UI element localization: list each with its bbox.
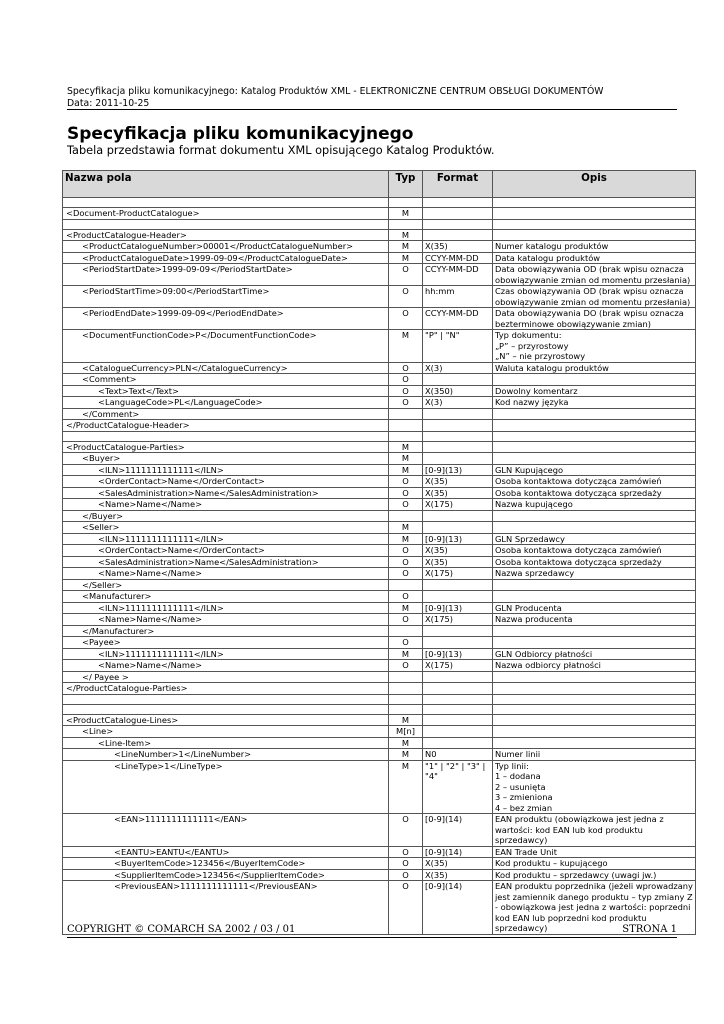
cell-typ: M: [389, 252, 423, 264]
cell-format: [423, 208, 493, 220]
table-row: [63, 625, 696, 637]
cell-typ: [389, 579, 423, 591]
cell-typ: M: [389, 648, 423, 660]
cell-opis: [493, 683, 696, 695]
cell-opis: [493, 441, 696, 453]
cell-opis: Typ dokumentu: „P” – przyrostowy „N” – nie przyrostowy: [493, 330, 696, 363]
cell-opis: [493, 208, 696, 220]
cell-field-name: <Buyer>: [63, 453, 389, 465]
table-row: [63, 510, 696, 522]
cell-typ: M: [389, 208, 423, 220]
table-row: [63, 749, 696, 761]
cell-typ: [389, 704, 423, 714]
cell-format: [423, 374, 493, 386]
cell-format: N0: [423, 749, 493, 761]
cell-typ: O: [389, 476, 423, 488]
table-row: [63, 694, 696, 704]
cell-typ: [389, 420, 423, 432]
cell-format: [423, 683, 493, 695]
cell-opis: [493, 198, 696, 208]
cell-field-name: <EAN>1111111111111</EAN>: [63, 814, 389, 847]
cell-opis: GLN Sprzedawcy: [493, 533, 696, 545]
cell-opis: Czas obowiązywania OD (brak wpisu oznacza obowiązywanie zmian od momentu przesłania): [493, 286, 696, 308]
cell-field-name: <SalesAdministration>Name</SalesAdministration>: [63, 556, 389, 568]
cell-opis: [493, 374, 696, 386]
cell-opis: GLN Odbiorcy płatności: [493, 648, 696, 660]
cell-opis: Data obowiązywania DO (brak wpisu oznacza bezterminowe obowiązywanie zmian): [493, 308, 696, 330]
table-row: [63, 362, 696, 374]
cell-typ: O: [389, 614, 423, 626]
table-row: [63, 252, 696, 264]
cell-opis: Waluta katalogu produktów: [493, 362, 696, 374]
cell-field-name: <Name>Name</Name>: [63, 568, 389, 580]
cell-opis: GLN Producenta: [493, 602, 696, 614]
cell-format: X(175): [423, 660, 493, 672]
cell-opis: Numer katalogu produktów: [493, 241, 696, 253]
table-body: [63, 198, 696, 935]
cell-field-name: <LineNumber>1</LineNumber>: [63, 749, 389, 761]
cell-format: X(35): [423, 858, 493, 870]
cell-field-name: <LanguageCode>PL</LanguageCode>: [63, 397, 389, 409]
table-row: [63, 453, 696, 465]
cell-format: [423, 229, 493, 241]
footer-page-number: STRONA 1: [622, 924, 677, 935]
cell-opis: Dowolny komentarz: [493, 385, 696, 397]
cell-typ: M: [389, 602, 423, 614]
cell-field-name: [63, 704, 389, 714]
cell-typ: O: [389, 869, 423, 881]
table-row: [63, 683, 696, 695]
cell-typ: O: [389, 385, 423, 397]
cell-opis: Data obowiązywania OD (brak wpisu oznacza obowiązywanie zmian od momentu przesłania): [493, 264, 696, 286]
table-row: [63, 533, 696, 545]
cell-typ: O: [389, 499, 423, 511]
cell-format: X(35): [423, 241, 493, 253]
page-subtitle: Tabela przedstawia format dokumentu XML opisującego Katalog Produktów.: [67, 144, 495, 157]
cell-format: [423, 726, 493, 738]
table-row: [63, 648, 696, 660]
table-row: [63, 858, 696, 870]
cell-format: [423, 408, 493, 420]
cell-opis: EAN produktu poprzednika (jeżeli wprowadzany jest zamiennik danego produktu – typ zmiany Z - obowiązkowa jest jedna z wartości: poprzedni kod EAN lub poprzedni kod produktu sprzedawcy): [493, 881, 696, 935]
cell-opis: Kod nazwy języka: [493, 397, 696, 409]
table-row: [63, 408, 696, 420]
cell-opis: Kod produktu – sprzedawcy (uwagi jw.): [493, 869, 696, 881]
cell-typ: [389, 625, 423, 637]
cell-format: [423, 671, 493, 683]
cell-field-name: <ProductCatalogueNumber>00001</ProductCatalogueNumber>: [63, 241, 389, 253]
cell-format: X(175): [423, 568, 493, 580]
cell-typ: [389, 198, 423, 208]
table-row: [63, 308, 696, 330]
table-row: [63, 568, 696, 580]
document-footer: [67, 924, 677, 935]
cell-format: [423, 522, 493, 534]
table-row: [63, 726, 696, 738]
cell-format: [423, 694, 493, 704]
table-row: [63, 637, 696, 649]
cell-field-name: <Document-ProductCatalogue>: [63, 208, 389, 220]
cell-field-name: <Name>Name</Name>: [63, 499, 389, 511]
cell-typ: [389, 671, 423, 683]
table-row: [63, 198, 696, 208]
cell-format: [0-9](13): [423, 602, 493, 614]
cell-field-name: <ProductCatalogue-Parties>: [63, 441, 389, 453]
cell-field-name: [63, 198, 389, 208]
table-row: [63, 602, 696, 614]
table-row: [63, 846, 696, 858]
cell-typ: [389, 408, 423, 420]
cell-typ: O: [389, 858, 423, 870]
cell-typ: M: [389, 714, 423, 726]
cell-field-name: <ILN>1111111111111</ILN>: [63, 602, 389, 614]
cell-field-name: <ILN>1111111111111</ILN>: [63, 533, 389, 545]
table-row: [63, 385, 696, 397]
cell-field-name: <ILN>1111111111111</ILN>: [63, 464, 389, 476]
cell-typ: O: [389, 846, 423, 858]
cell-format: X(35): [423, 487, 493, 499]
table-row: [63, 614, 696, 626]
cell-typ: [389, 694, 423, 704]
cell-typ: O: [389, 362, 423, 374]
cell-typ: M: [389, 241, 423, 253]
cell-format: X(175): [423, 499, 493, 511]
cell-field-name: [63, 431, 389, 441]
table-row: [63, 814, 696, 847]
cell-opis: Typ linii: 1 – dodana 2 – usunięta 3 – zmieniona 4 – bez zmian: [493, 760, 696, 814]
cell-format: [0-9](14): [423, 846, 493, 858]
cell-field-name: <ILN>1111111111111</ILN>: [63, 648, 389, 660]
table-row: [63, 579, 696, 591]
cell-opis: [493, 431, 696, 441]
cell-field-name: <ProductCatalogue-Header>: [63, 229, 389, 241]
cell-field-name: </Comment>: [63, 408, 389, 420]
cell-field-name: <ProductCatalogueDate>1999-09-09</ProductCatalogueDate>: [63, 252, 389, 264]
cell-format: X(35): [423, 476, 493, 488]
table-row: [63, 286, 696, 308]
table-row: [63, 760, 696, 814]
cell-opis: GLN Kupującego: [493, 464, 696, 476]
cell-field-name: </Seller>: [63, 579, 389, 591]
cell-opis: [493, 637, 696, 649]
cell-field-name: <Line-Item>: [63, 737, 389, 749]
cell-typ: M[n]: [389, 726, 423, 738]
table-row: [63, 869, 696, 881]
table-row: [63, 545, 696, 557]
cell-format: "1" | "2" | "3" | "4": [423, 760, 493, 814]
cell-typ: M: [389, 749, 423, 761]
cell-field-name: <Line>: [63, 726, 389, 738]
cell-typ: [389, 510, 423, 522]
cell-format: [423, 704, 493, 714]
cell-field-name: </ Payee >: [63, 671, 389, 683]
cell-opis: Nazwa sprzedawcy: [493, 568, 696, 580]
cell-typ: [389, 431, 423, 441]
cell-field-name: </ProductCatalogue-Header>: [63, 420, 389, 432]
cell-format: [423, 625, 493, 637]
cell-format: [423, 431, 493, 441]
cell-format: [423, 510, 493, 522]
cell-typ: O: [389, 556, 423, 568]
cell-typ: O: [389, 487, 423, 499]
cell-format: [0-9](13): [423, 648, 493, 660]
table-row: [63, 264, 696, 286]
cell-field-name: <SalesAdministration>Name</SalesAdministration>: [63, 487, 389, 499]
cell-field-name: <Name>Name</Name>: [63, 660, 389, 672]
table-row: [63, 487, 696, 499]
cell-typ: M: [389, 522, 423, 534]
cell-format: "P" | "N": [423, 330, 493, 363]
cell-format: [423, 579, 493, 591]
table-row: [63, 330, 696, 363]
cell-opis: [493, 420, 696, 432]
cell-opis: Osoba kontaktowa dotycząca sprzedaży: [493, 556, 696, 568]
table-row: [63, 704, 696, 714]
cell-typ: O: [389, 881, 423, 935]
cell-opis: [493, 229, 696, 241]
table-row: [63, 476, 696, 488]
table-row: [63, 420, 696, 432]
header-title-line: Specyfikacja pliku komunikacyjnego: Katalog Produktów XML - ELEKTRONICZNE CENTRUM OBSŁUGI DOKUMENTÓW: [67, 86, 604, 97]
cell-format: X(3): [423, 362, 493, 374]
table-row: [63, 397, 696, 409]
page-title: Specyfikacja pliku komunikacyjnego: [67, 124, 414, 144]
cell-format: X(350): [423, 385, 493, 397]
cell-opis: [493, 694, 696, 704]
cell-typ: O: [389, 286, 423, 308]
table-row: [63, 499, 696, 511]
cell-field-name: <OrderContact>Name</OrderContact>: [63, 545, 389, 557]
table-row: [63, 241, 696, 253]
cell-opis: [493, 726, 696, 738]
cell-format: [423, 737, 493, 749]
cell-field-name: <LineType>1</LineType>: [63, 760, 389, 814]
cell-format: [423, 219, 493, 229]
cell-field-name: <Payee>: [63, 637, 389, 649]
cell-typ: M: [389, 453, 423, 465]
table-header-row: [63, 171, 696, 198]
cell-typ: O: [389, 591, 423, 603]
cell-format: X(35): [423, 556, 493, 568]
cell-field-name: <BuyerItemCode>123456</BuyerItemCode>: [63, 858, 389, 870]
cell-format: CCYY-MM-DD: [423, 308, 493, 330]
table-row: [63, 219, 696, 229]
cell-opis: [493, 591, 696, 603]
cell-field-name: <SupplierItemCode>123456</SupplierItemCode>: [63, 869, 389, 881]
cell-opis: Osoba kontaktowa dotycząca zamówień: [493, 476, 696, 488]
cell-format: X(3): [423, 397, 493, 409]
cell-typ: M: [389, 533, 423, 545]
header-divider: [67, 109, 677, 110]
cell-format: [423, 420, 493, 432]
cell-format: hh:mm: [423, 286, 493, 308]
cell-opis: [493, 453, 696, 465]
cell-opis: [493, 579, 696, 591]
cell-format: [423, 198, 493, 208]
cell-format: [423, 714, 493, 726]
column-header-opis: Opis: [493, 171, 696, 198]
table-row: [63, 431, 696, 441]
cell-opis: [493, 510, 696, 522]
cell-opis: [493, 219, 696, 229]
table-row: [63, 671, 696, 683]
cell-field-name: [63, 694, 389, 704]
cell-format: [423, 591, 493, 603]
cell-opis: Data katalogu produktów: [493, 252, 696, 264]
cell-opis: Nazwa odbiorcy płatności: [493, 660, 696, 672]
cell-format: [0-9](13): [423, 533, 493, 545]
cell-format: X(35): [423, 545, 493, 557]
cell-typ: O: [389, 264, 423, 286]
cell-opis: EAN Trade Unit: [493, 846, 696, 858]
cell-typ: M: [389, 229, 423, 241]
cell-opis: [493, 671, 696, 683]
cell-format: [0-9](14): [423, 814, 493, 847]
cell-field-name: <PeriodStartDate>1999-09-09</PeriodStartDate>: [63, 264, 389, 286]
cell-typ: M: [389, 330, 423, 363]
table-row: [63, 522, 696, 534]
cell-format: [0-9](14): [423, 881, 493, 935]
cell-opis: [493, 625, 696, 637]
table-row: [63, 441, 696, 453]
cell-typ: M: [389, 737, 423, 749]
cell-opis: [493, 522, 696, 534]
cell-typ: O: [389, 568, 423, 580]
table-row: [63, 229, 696, 241]
cell-typ: O: [389, 660, 423, 672]
cell-field-name: <ProductCatalogue-Lines>: [63, 714, 389, 726]
cell-field-name: <Text>Text</Text>: [63, 385, 389, 397]
cell-format: X(175): [423, 614, 493, 626]
cell-field-name: </Manufacturer>: [63, 625, 389, 637]
cell-opis: Nazwa producenta: [493, 614, 696, 626]
cell-typ: M: [389, 441, 423, 453]
cell-opis: Numer linii: [493, 749, 696, 761]
cell-field-name: <OrderContact>Name</OrderContact>: [63, 476, 389, 488]
cell-field-name: <Comment>: [63, 374, 389, 386]
cell-typ: O: [389, 308, 423, 330]
column-header-name: Nazwa pola: [63, 171, 389, 198]
table-row: [63, 737, 696, 749]
table-row: [63, 660, 696, 672]
cell-field-name: <Seller>: [63, 522, 389, 534]
cell-opis: Nazwa kupującego: [493, 499, 696, 511]
cell-typ: O: [389, 397, 423, 409]
spec-table: [62, 170, 696, 935]
cell-format: [423, 453, 493, 465]
cell-field-name: [63, 219, 389, 229]
cell-field-name: <EANTU>EANTU</EANTU>: [63, 846, 389, 858]
cell-field-name: <PeriodStartTime>09:00</PeriodStartTime>: [63, 286, 389, 308]
cell-format: CCYY-MM-DD: [423, 252, 493, 264]
cell-typ: O: [389, 374, 423, 386]
cell-format: [423, 637, 493, 649]
cell-opis: [493, 704, 696, 714]
cell-format: CCYY-MM-DD: [423, 264, 493, 286]
document-header: [67, 86, 677, 110]
table-row: [63, 556, 696, 568]
footer-copyright: COPYRIGHT © COMARCH SA 2002 / 03 / 01: [67, 924, 296, 935]
cell-format: [423, 441, 493, 453]
cell-field-name: </ProductCatalogue-Parties>: [63, 683, 389, 695]
cell-typ: O: [389, 814, 423, 847]
cell-field-name: <Manufacturer>: [63, 591, 389, 603]
cell-opis: Kod produktu – kupującego: [493, 858, 696, 870]
cell-field-name: <DocumentFunctionCode>P</DocumentFunctionCode>: [63, 330, 389, 363]
cell-field-name: <CatalogueCurrency>PLN</CatalogueCurrency>: [63, 362, 389, 374]
cell-typ: M: [389, 760, 423, 814]
cell-opis: [493, 737, 696, 749]
cell-opis: EAN produktu (obowiązkowa jest jedna z wartości: kod EAN lub kod produktu sprzedawcy): [493, 814, 696, 847]
cell-field-name: <PeriodEndDate>1999-09-09</PeriodEndDate>: [63, 308, 389, 330]
table-row: [63, 208, 696, 220]
cell-typ: O: [389, 545, 423, 557]
cell-opis: Osoba kontaktowa dotycząca zamówień: [493, 545, 696, 557]
cell-field-name: </Buyer>: [63, 510, 389, 522]
table-row: [63, 591, 696, 603]
cell-opis: [493, 714, 696, 726]
cell-typ: [389, 683, 423, 695]
column-header-typ: Typ: [389, 171, 423, 198]
cell-opis: [493, 408, 696, 420]
footer-divider: [67, 937, 677, 938]
cell-typ: M: [389, 464, 423, 476]
cell-format: [0-9](13): [423, 464, 493, 476]
cell-format: X(35): [423, 869, 493, 881]
cell-opis: Osoba kontaktowa dotycząca sprzedaży: [493, 487, 696, 499]
table-row: [63, 464, 696, 476]
table-row: [63, 374, 696, 386]
cell-field-name: <PreviousEAN>1111111111111</PreviousEAN>: [63, 881, 389, 935]
cell-typ: [389, 219, 423, 229]
cell-typ: O: [389, 637, 423, 649]
column-header-format: Format: [423, 171, 493, 198]
header-date-line: Data: 2011-10-25: [67, 98, 150, 109]
table-row: [63, 714, 696, 726]
cell-field-name: <Name>Name</Name>: [63, 614, 389, 626]
